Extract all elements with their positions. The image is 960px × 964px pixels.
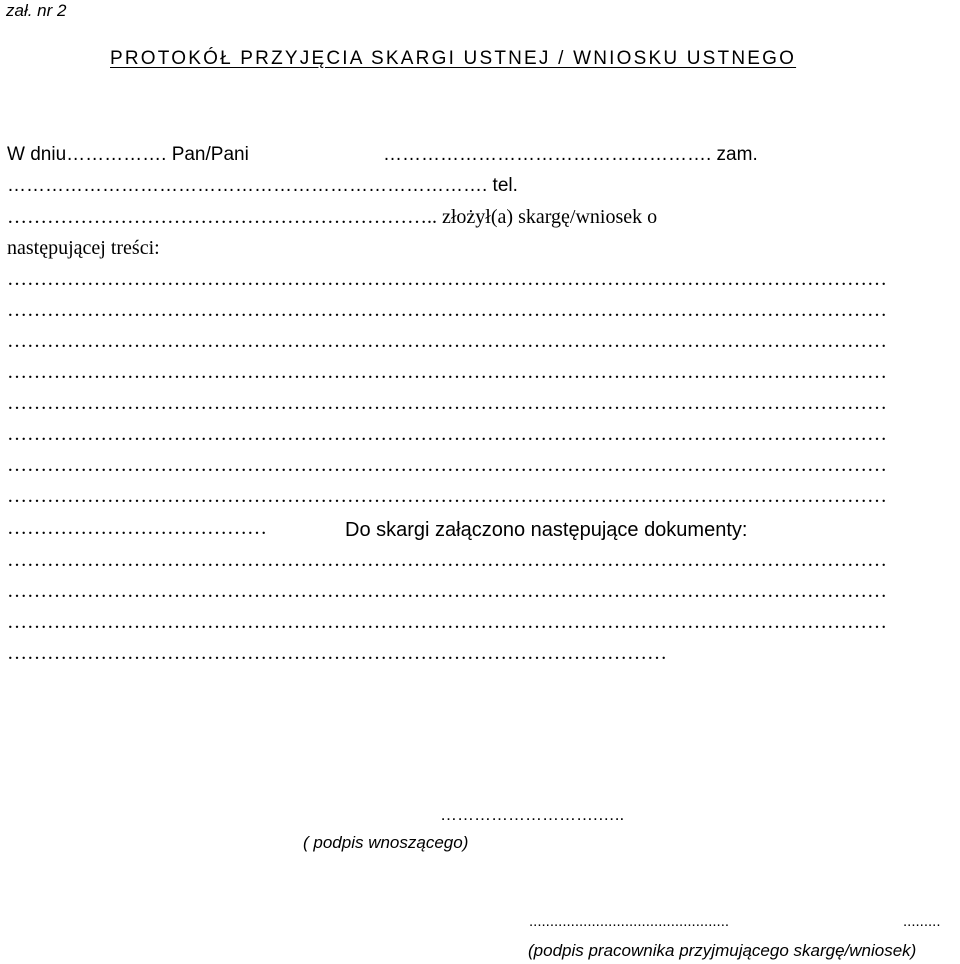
attachment-line: …………………………………………………………………………………………………………………… xyxy=(7,580,887,602)
attachments-intro-dots: ………………………………… xyxy=(7,517,267,539)
employee-signature-dots-right: ......... xyxy=(903,913,941,930)
employee-signature-dots-left: ................................................ xyxy=(529,913,730,930)
complainant-signature-dots: ……………………….….. xyxy=(440,805,625,824)
attachment-line: ……………………………………………………………………………………… xyxy=(7,642,667,664)
content-line: …………………………………………………………………………………………………………………… xyxy=(7,330,887,352)
content-line: …………………………………………………………………………………………………………………… xyxy=(7,268,887,290)
content-line: …………………………………………………………………………………………………………………… xyxy=(7,361,887,383)
attachments-intro-text: Do skargi załączono następujące dokumenty: xyxy=(345,519,748,541)
content-line: …………………………………………………………………………………………………………………… xyxy=(7,454,887,476)
complaint-statement-line: ……………………………………………………….. złożył(a) skargę/wniosek o xyxy=(7,206,658,228)
complainant-signature-label: ( podpis wnoszącego) xyxy=(303,833,469,852)
content-line: …………………………………………………………………………………………………………………… xyxy=(7,299,887,321)
attachment-line: …………………………………………………………………………………………………………………… xyxy=(7,549,887,571)
document-title: PROTOKÓŁ PRZYJĘCIA SKARGI USTNEJ / WNIOSKU USTNEGO xyxy=(110,48,797,69)
address-line: ……………………………………………. zam. xyxy=(383,144,758,165)
content-line: …………………………………………………………………………………………………………………… xyxy=(7,423,887,445)
employee-signature-label: (podpis pracownika przyjmującego skargę/wniosek) xyxy=(528,941,917,960)
attachment-label: zał. nr 2 xyxy=(6,1,67,20)
content-line: …………………………………………………………………………………………………………………… xyxy=(7,485,887,507)
content-line: …………………………………………………………………………………………………………………… xyxy=(7,392,887,414)
phone-line: …………………………………………………………………. tel. xyxy=(7,175,518,196)
content-intro-line: następującej treści: xyxy=(7,237,160,259)
attachment-line: …………………………………………………………………………………………………………………… xyxy=(7,611,887,633)
date-and-person-line: W dniu……………. Pan/Pani xyxy=(7,144,249,165)
